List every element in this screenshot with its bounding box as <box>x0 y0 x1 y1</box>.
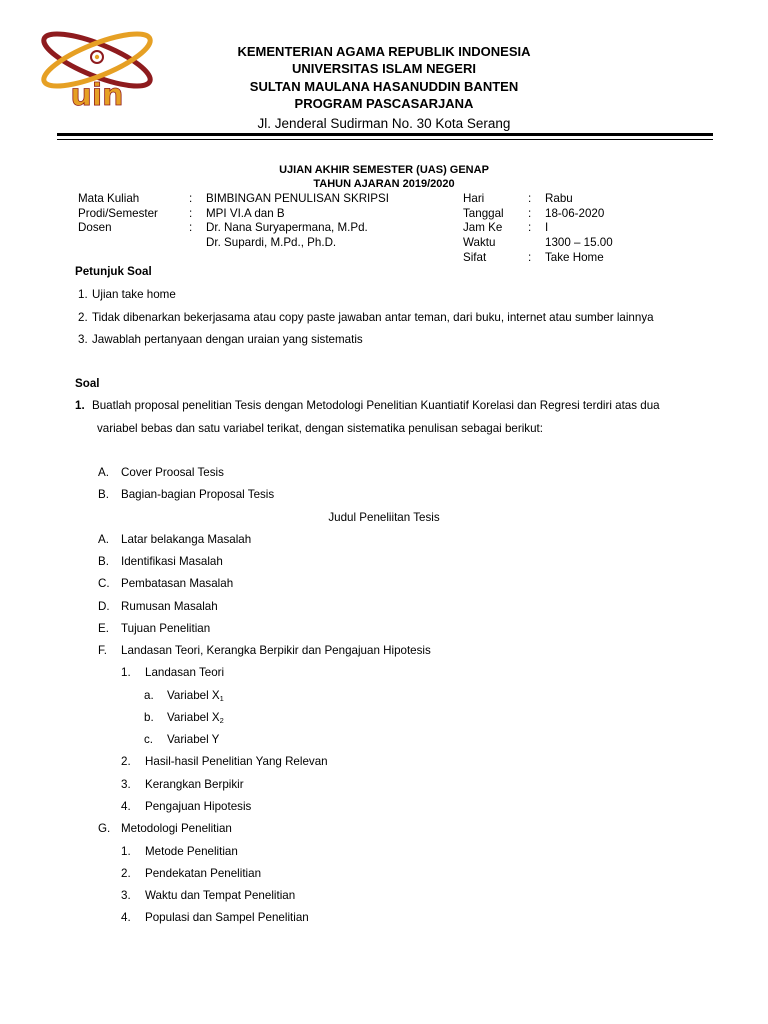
chapter-letter: C. <box>98 577 110 590</box>
chapter-title: Latar belakanga Masalah <box>121 533 252 546</box>
chapter-letter: E. <box>98 622 109 635</box>
exam-title: UJIAN AKHIR SEMESTER (UAS) GENAP <box>279 164 489 176</box>
subchapter-title: Hasil-hasil Penelitian Yang Relevan <box>145 755 328 768</box>
subchapter-title: Kerangkan Berpikir <box>145 778 244 791</box>
chapter-title: Metodologi Penelitian <box>121 822 232 835</box>
subitem-letter: c. <box>144 733 154 746</box>
info-label-type: Sifat <box>463 251 487 264</box>
subitem-label: Variabel X <box>167 711 220 724</box>
header-university: UNIVERSITAS ISLAM NEGERI <box>292 61 476 76</box>
info-value-day: Rabu <box>545 192 573 205</box>
subitem-letter: a. <box>144 689 154 702</box>
subchapter-title: Landasan Teori <box>145 666 225 679</box>
subchapter-title: Pengajuan Hipotesis <box>145 800 252 813</box>
info-value-date: 18-06-2020 <box>545 207 605 220</box>
chapter-title: Tujuan Penelitian <box>121 622 211 635</box>
subitem-text <box>167 711 224 725</box>
instruction-number: 3. <box>78 333 88 346</box>
header-program: PROGRAM PASCASARJANA <box>294 96 474 111</box>
chapter-title: Identifikasi Masalah <box>121 555 223 568</box>
info-colon: : <box>528 207 532 220</box>
outline-part-letter: B. <box>98 488 109 501</box>
info-label-program-semester: Prodi/Semester <box>78 207 158 220</box>
subitem-text <box>167 689 224 703</box>
chapter-title: Landasan Teori, Kerangka Berpikir dan Pengajuan Hipotesis <box>121 644 431 657</box>
outline-subtitle: Judul Peneliitan Tesis <box>328 511 440 524</box>
info-value-course: BIMBINGAN PENULISAN SKRIPSI <box>206 192 389 205</box>
subchapter-title: Waktu dan Tempat Penelitian <box>145 889 296 902</box>
subitem-subscript: 2 <box>219 716 224 725</box>
outline-part-text: Bagian-bagian Proposal Tesis <box>121 488 275 501</box>
info-label-course: Mata Kuliah <box>78 192 140 205</box>
subitem-subscript: 1 <box>219 694 224 703</box>
subchapter-number: 1. <box>121 845 131 858</box>
subchapter-title: Metode Penelitian <box>145 845 238 858</box>
info-colon: : <box>528 221 532 234</box>
instructions-heading: Petunjuk Soal <box>75 265 152 278</box>
subchapter-title: Pendekatan Penelitian <box>145 867 262 880</box>
subchapter-number: 2. <box>121 755 131 768</box>
info-value-session: I <box>545 221 549 234</box>
chapter-title: Rumusan Masalah <box>121 600 218 613</box>
subchapter-title: Populasi dan Sampel Penelitian <box>145 911 309 924</box>
subchapter-number: 1. <box>121 666 131 679</box>
info-label-lecturer: Dosen <box>78 221 112 234</box>
subchapter-number: 3. <box>121 778 131 791</box>
chapter-letter: F. <box>98 644 108 657</box>
info-value-time: 1300 – 15.00 <box>545 236 613 249</box>
subchapter-number: 3. <box>121 889 131 902</box>
header-address: Jl. Jenderal Sudirman No. 30 Kota Serang <box>257 116 511 131</box>
instruction-text: Ujian take home <box>92 288 176 301</box>
info-colon: : <box>189 221 193 234</box>
subchapter-number: 4. <box>121 911 131 924</box>
chapter-letter: G. <box>98 822 111 835</box>
info-colon: : <box>189 207 193 220</box>
info-value-type: Take Home <box>545 251 604 264</box>
subitem-label: Variabel X <box>167 689 220 702</box>
exam-academic-year: TAHUN AJARAN 2019/2020 <box>313 178 455 190</box>
info-label-time: Waktu <box>463 236 496 249</box>
info-value-program-semester: MPI VI.A dan B <box>206 207 285 220</box>
logo-lettering: uin <box>70 78 124 110</box>
outline-part-letter: A. <box>98 466 109 479</box>
chapter-letter: D. <box>98 600 110 613</box>
info-label-day: Hari <box>463 192 485 205</box>
letterhead-rule-thin <box>57 139 713 140</box>
subitem-text: Variabel Y <box>167 733 220 746</box>
subchapter-number: 4. <box>121 800 131 813</box>
instruction-number: 1. <box>78 288 88 301</box>
chapter-title: Pembatasan Masalah <box>121 577 234 590</box>
instruction-text: Jawablah pertanyaan dengan uraian yang sistematis <box>92 333 363 346</box>
letterhead-rule-thick <box>57 133 713 136</box>
instruction-number: 2. <box>78 311 88 324</box>
header-institution: SULTAN MAULANA HASANUDDIN BANTEN <box>249 79 519 94</box>
info-colon: : <box>528 192 532 205</box>
info-colon: : <box>189 192 193 205</box>
questions-heading: Soal <box>75 377 100 390</box>
info-label-session: Jam Ke <box>463 221 503 234</box>
instruction-text: Tidak dibenarkan bekerjasama atau copy paste jawaban antar teman, dari buku, internet atau sumber lainnya <box>92 311 654 324</box>
info-label-date: Tanggal <box>463 207 504 220</box>
info-value-lecturer-2: Dr. Supardi, M.Pd., Ph.D. <box>206 236 337 249</box>
outline-part-text: Cover Proosal Tesis <box>121 466 224 479</box>
question-text-line: Buatlah proposal penelitian Tesis dengan Metodologi Penelitian Kuantiatif Korelasi dan Regresi terdiri atas dua <box>92 399 660 412</box>
header-ministry: KEMENTERIAN AGAMA REPUBLIK INDONESIA <box>237 44 531 59</box>
chapter-letter: B. <box>98 555 109 568</box>
question-number: 1. <box>75 399 85 412</box>
question-text-line: variabel bebas dan satu variabel terikat, dengan sistematika penulisan sebagai berikut: <box>97 422 543 435</box>
chapter-letter: A. <box>98 533 109 546</box>
info-colon: : <box>528 251 532 264</box>
info-value-lecturer-1: Dr. Nana Suryapermana, M.Pd. <box>206 221 368 234</box>
subitem-letter: b. <box>144 711 154 724</box>
subchapter-number: 2. <box>121 867 131 880</box>
